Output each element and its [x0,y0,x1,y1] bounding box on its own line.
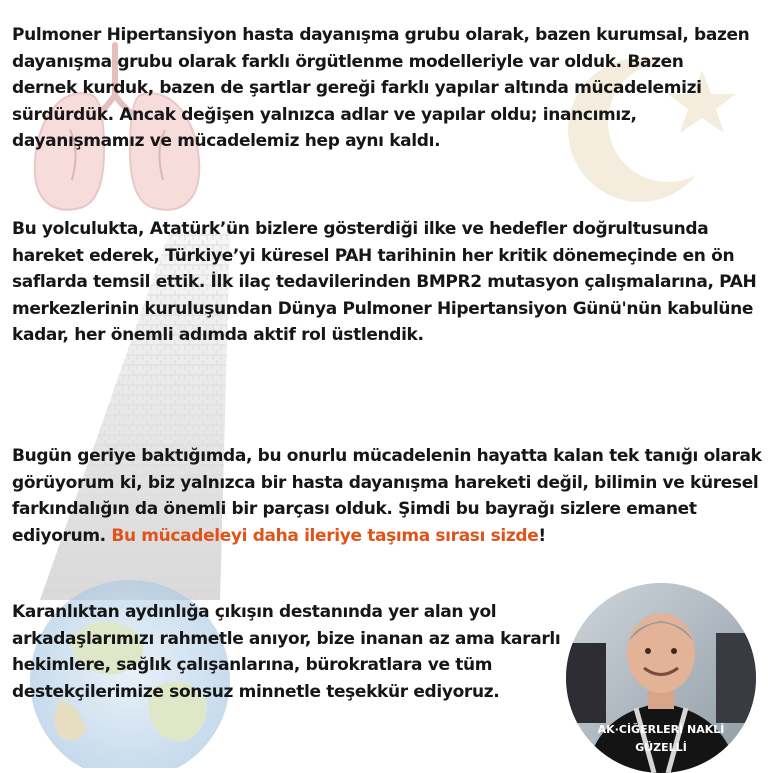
shirt-text-line2: GÜZELLİ [635,741,687,754]
paragraph-legacy [12,443,764,549]
paragraph-intro: Pulmoner Hipertansiyon hasta dayanışma grubu olarak, bazen kurumsal, bazen dayanışma grubu olarak farklı örgütlenme modelleriyle var olduk. Bazen dernek kurduk, bazen de şartlar gereği farklı yapılar altında mücadelemizi sürdürdük. Ancak değişen yalnızca adlar ve yapılar oldu; inancımız, dayanışmamız ve mücadelemiz hep aynı kaldı. [12,25,750,151]
paragraph-legacy-highlight: Bu mücadeleyi daha ileriye taşıma sırası sizde [111,525,539,546]
paragraph-legacy-end: ! [538,525,546,546]
portrait-photo [566,583,756,773]
paragraph-journey: Bu yolculukta, Atatürk’ün bizlere gösterdiği ilke ve hedefler doğrultusunda hareket ederek, Türkiye’yi küresel PAH tarihinin her kritik dönemeçinde en ön saflarda temsil ettik. İlk ilaç tedavilerinden BMPR2 mutasyon çalışmalarına, PAH merkezlerinin kuruluşundan Dünya Pulmoner Hipertansiyon Günü'nün kabulüne kadar, her önemli adımda aktif rol üstlendik. [12,219,757,345]
paragraph-legacy-main: Bugün geriye baktığımda, bu onurlu mücadelenin hayatta kalan tek tanığı olarak görüyorum ki, biz yalnızca bir hasta dayanışma hareketi değil, bilimin ve küresel farkındalığın da önemli bir parçası olduk. Şimdi bu bayrağı sizlere emanet ediyorum. [12,446,762,546]
paragraph-thanks: Karanlıktan aydınlığa çıkışın destanında yer alan yol arkadaşlarımızı rahmetle anıyor, bize inanan az ama kararlı hekimlere, sağlık çalışanlarına, bürokratlara ve tüm destekçilerimize sonsuz minnetle teşekkür ediyoruz. [12,602,561,702]
shirt-text-line1: AK·CİĞERLERİ NAKLİ [597,723,725,736]
